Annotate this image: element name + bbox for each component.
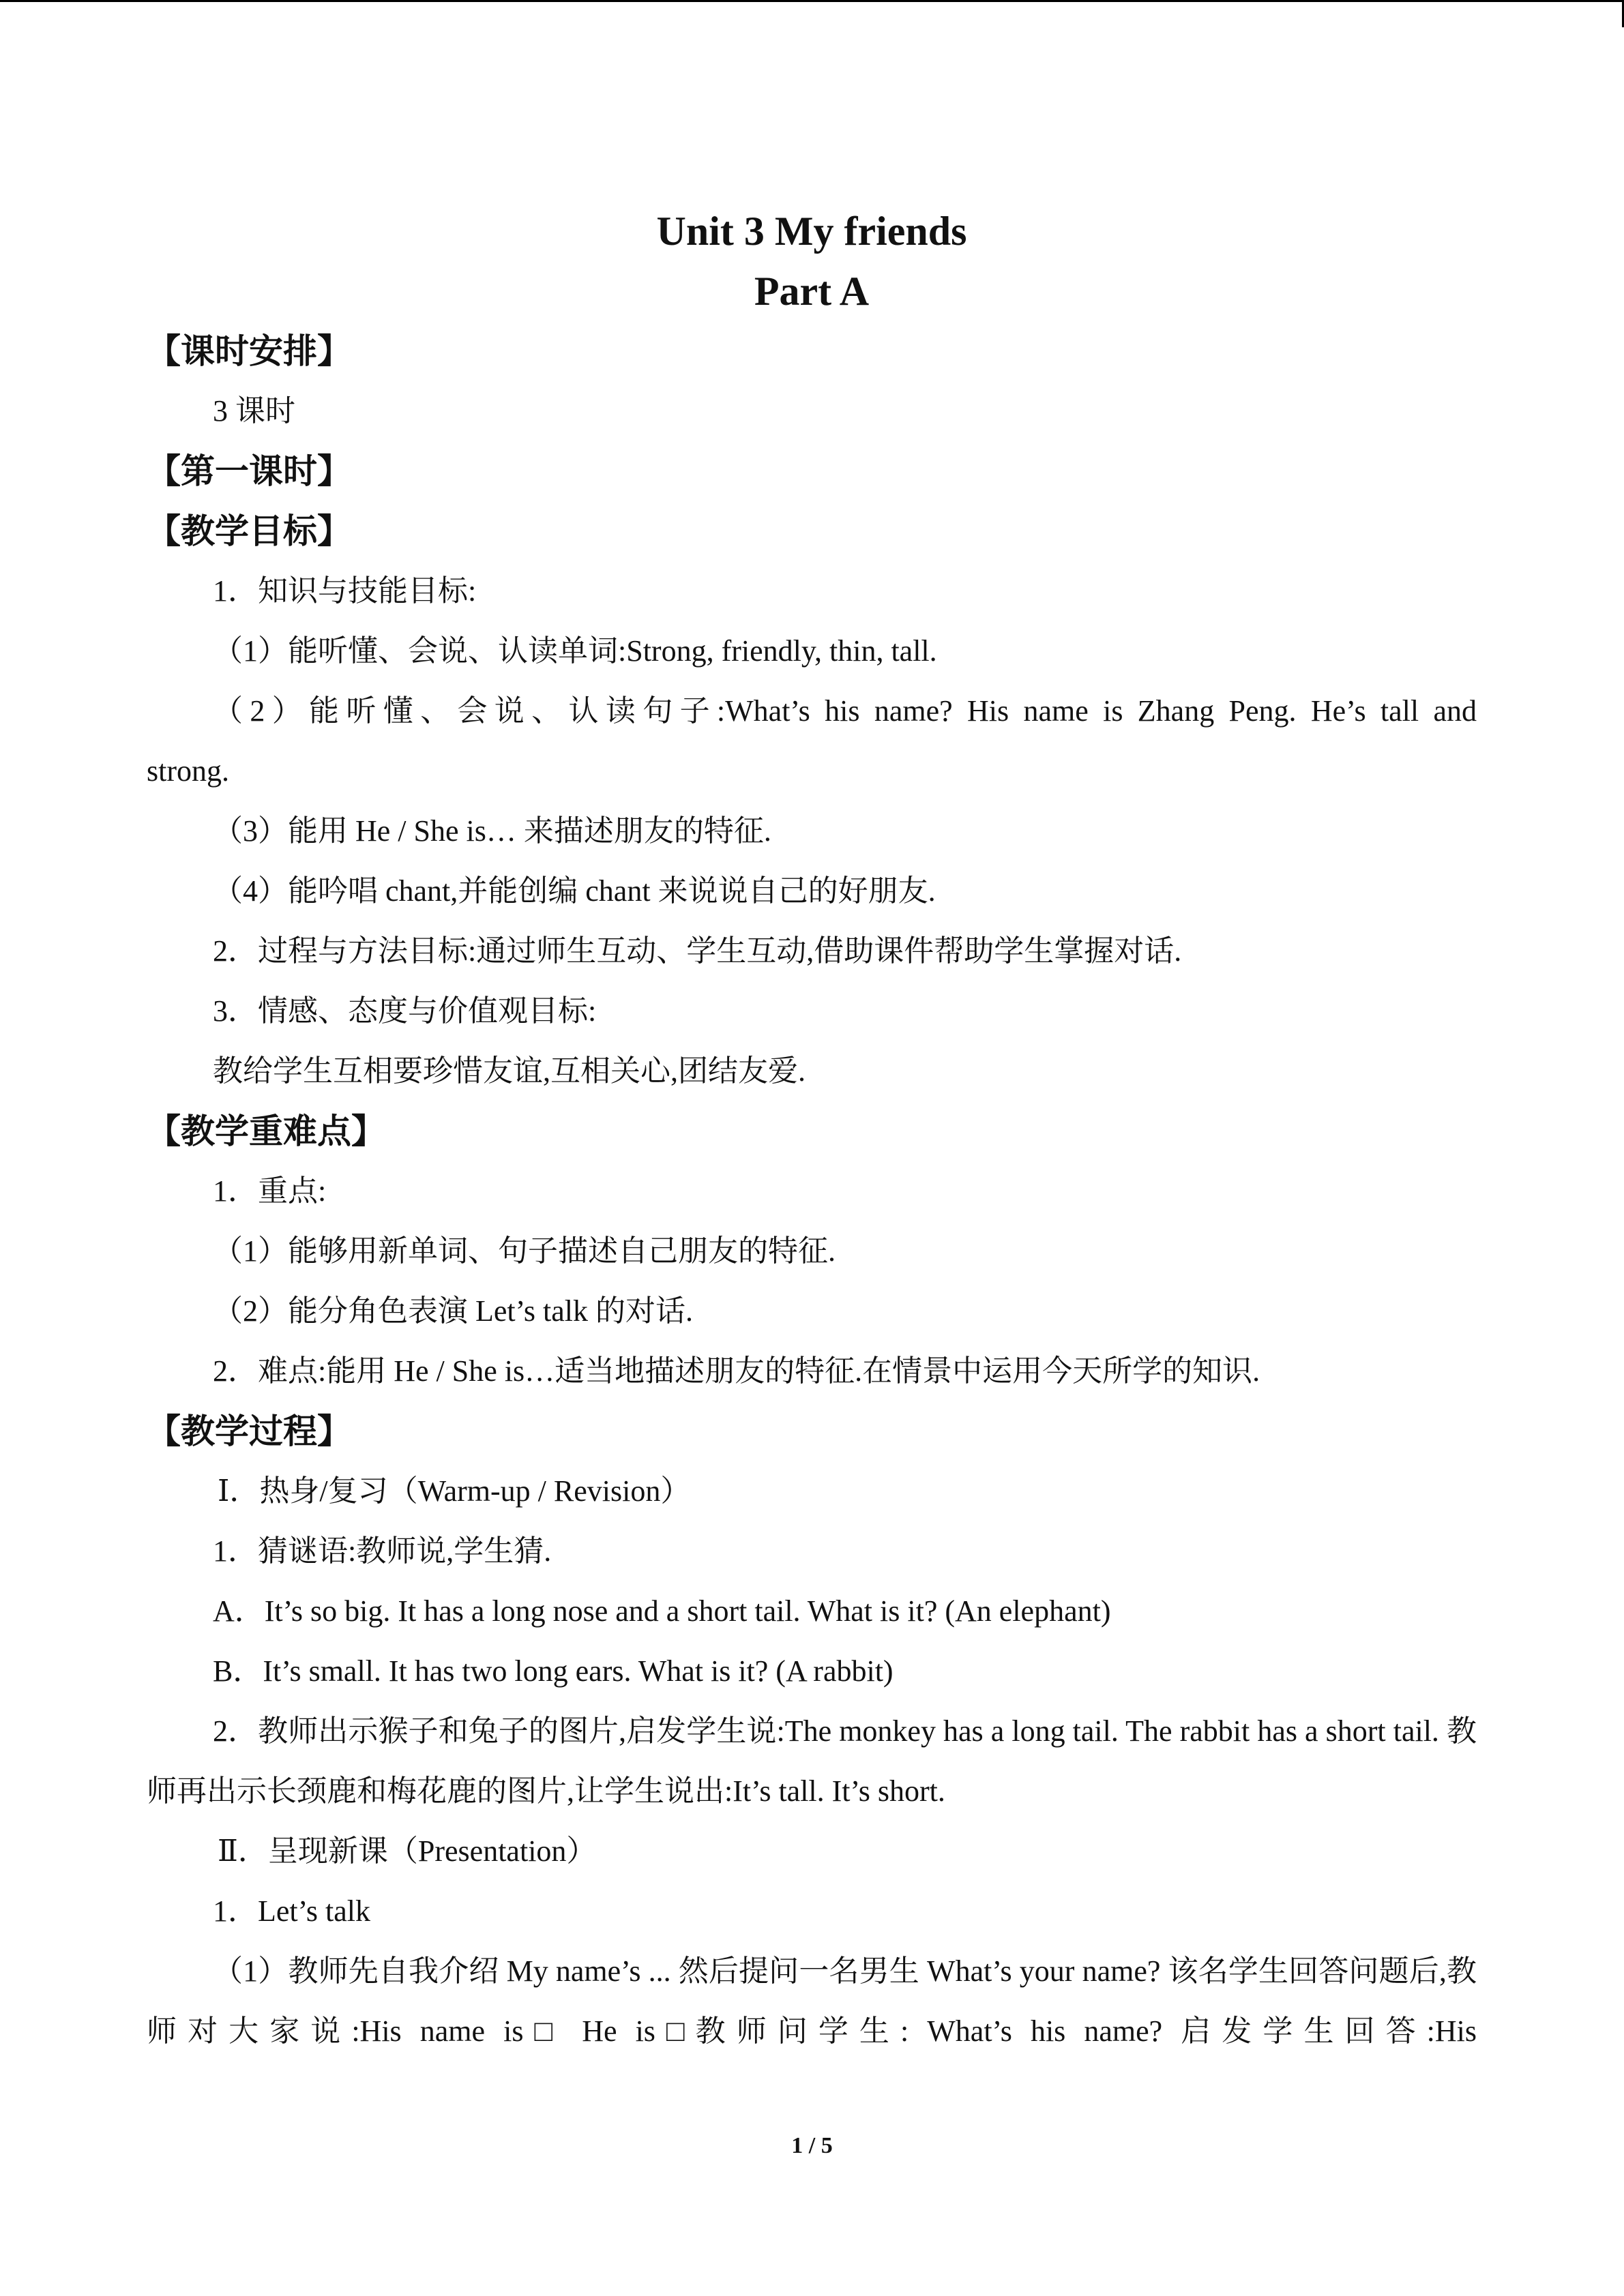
- goal-attitude: 3．情感、态度与价值观目标:: [213, 994, 597, 1028]
- goals-heading: 【教学目标】: [147, 511, 351, 551]
- goal-process-method: 2．过程与方法目标:通过师生互动、学生互动,借助课件帮助学生掌握对话.: [213, 934, 1182, 968]
- lesson-heading: 【第一课时】: [147, 451, 351, 491]
- goal-item-sentences-line1: （2）能听懂、会说、认读句子:What’s his name? His name is Zhang Peng. He’s tall and: [213, 694, 1477, 728]
- process-riddle: 1．猜谜语:教师说,学生猜.: [213, 1534, 552, 1568]
- process-riddle-a: A．It’s so big. It has a long nose and a short tail. What is it? (An elephant): [213, 1594, 1111, 1628]
- schedule-text: 3 课时: [213, 394, 295, 428]
- difficult-point: 2．难点:能用 He / She is…适当地描述朋友的特征.在情景中运用今天所学的知识.: [213, 1354, 1260, 1388]
- key-points-heading: 【教学重难点】: [147, 1112, 385, 1151]
- key-point-item-2: （2）能分角色表演 Let’s talk 的对话.: [213, 1294, 693, 1328]
- process-pictures-paragraph: 2．教师出示猴子和兔子的图片,启发学生说:The monkey has a long tail. The rabbit has a short tail. 教师再出示长颈鹿和梅花鹿的图片,让学生说出:It’s tall. It’s short.: [147, 1714, 1477, 1808]
- process-riddle-b: B．It’s small. It has two long ears. What is it? (A rabbit): [213, 1654, 894, 1688]
- document-body: [147, 201, 1477, 2061]
- goal-knowledge-skills: 1．知识与技能目标:: [213, 574, 477, 608]
- process-lets-talk: 1．Let’s talk: [213, 1894, 370, 1928]
- process-presentation-heading: Ⅱ．呈现新课（Presentation）: [218, 1834, 597, 1868]
- document-subtitle: Part A: [754, 269, 870, 314]
- goal-item-describe: （3）能用 He / She is… 来描述朋友的特征.: [213, 814, 771, 848]
- page-number: 1 / 5: [791, 2133, 833, 2158]
- goal-item-words: （1）能听懂、会说、认读单词:Strong, friendly, thin, tall.: [213, 634, 937, 668]
- process-warmup-heading: Ⅰ．热身/复习（Warm-up / Revision）: [218, 1474, 691, 1508]
- process-intro-paragraph: （1）教师先自我介绍 My name’s ... 然后提问一名男生 What’s your name? 该名学生回答问题后,教师对大家说:His name is□ He is□教师问学生: What’s his name? 启发学生回答:His: [147, 1954, 1477, 2048]
- goal-item-chant: （4）能吟唱 chant,并能创编 chant 来说说自己的好朋友.: [213, 874, 936, 908]
- goal-attitude-text: 教给学生互相要珍惜友谊,互相关心,团结友爱.: [213, 1054, 806, 1088]
- key-point-item-1: （1）能够用新单词、句子描述自己朋友的特征.: [213, 1234, 836, 1268]
- key-point-label: 1．重点:: [213, 1174, 327, 1208]
- goal-item-sentences-line2: strong.: [147, 754, 229, 788]
- goal-item-sentences: [147, 681, 1477, 741]
- page-top-border: [0, 0, 1624, 2]
- document-title: Unit 3 My friends: [656, 209, 967, 254]
- process-heading: 【教学过程】: [147, 1412, 351, 1451]
- schedule-heading: 【课时安排】: [147, 331, 351, 371]
